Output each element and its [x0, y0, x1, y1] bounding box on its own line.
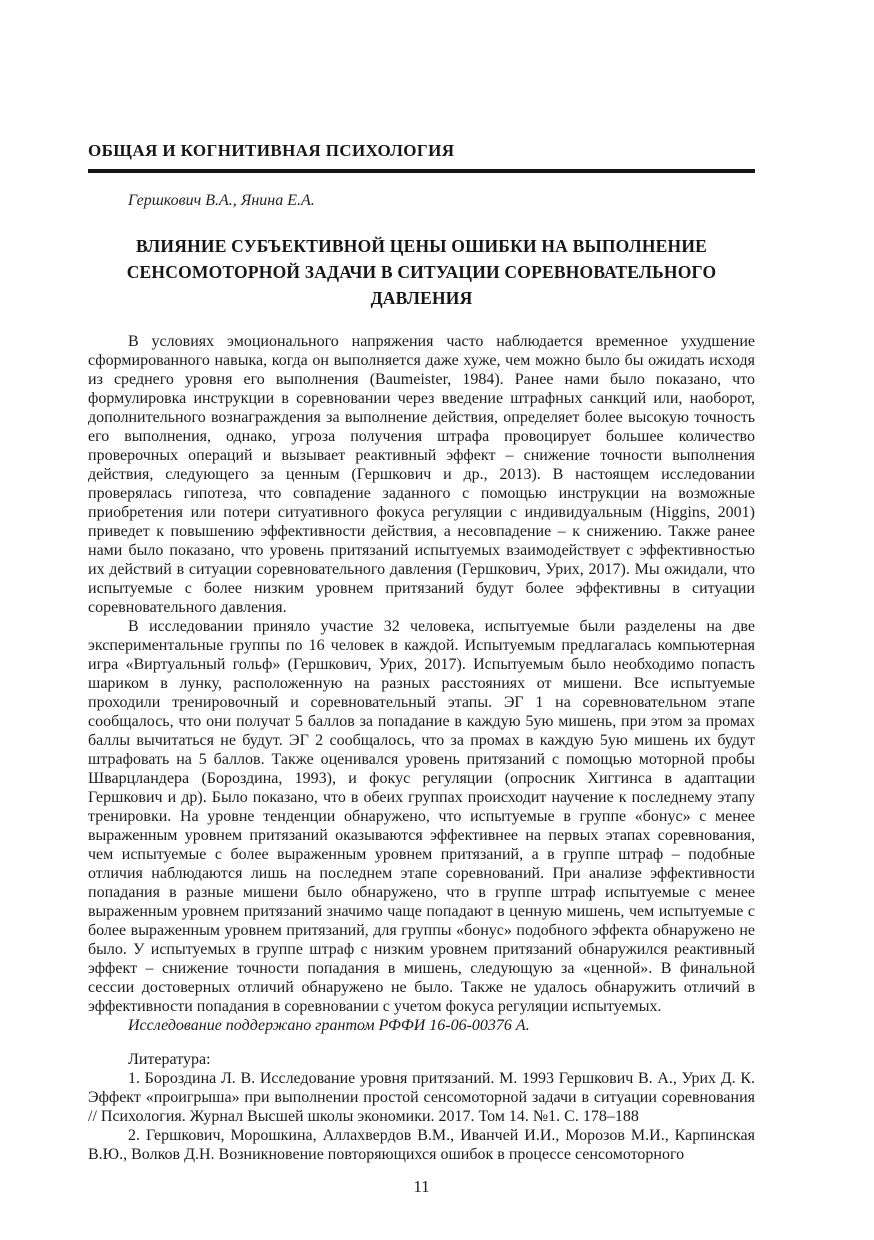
abstract-body	[88, 332, 755, 1035]
abstract-paragraph-1: В условиях эмоционального напряжения часто наблюдается временное ухудшение сформированного навыка, когда он выполняется даже хуже, чем можно было бы ожидать исходя из среднего уровня его выполнения (Baumeister, 1984). Ранее нами было показано, что формулировка инструкции в соревновании через введение штрафных санкций или, наоборот, дополнительного вознаграждения за выполнение действия, определяет более высокую точность его выполнения, однако, угроза получения штрафа провоцирует большее количество проверочных операций и вызывает реактивный эффект – снижение точности выполнения действия, следующего за ценным (Гершкович и др., 2013). В настоящем исследовании проверялась гипотеза, что совпадение заданного с помощью инструкции на возможные приобретения или потери ситуативного фокуса регуляции с индивидуальным (Higgins, 2001) приведет к повышению эффективности действия, а несовпадение – к снижению. Также ранее нами было показано, что уровень притязаний испытуемых взаимодействует с эффективностью их действий в ситуации соревновательного давления (Гершкович, Урих, 2017). Мы ожидали, что испытуемые с более низким уровнем притязаний будут более эффективны в ситуации соревновательного давления.	[88, 333, 755, 616]
literature-section	[88, 1050, 755, 1164]
article-title: ВЛИЯНИЕ СУБЪЕКТИВНОЙ ЦЕНЫ ОШИБКИ НА ВЫПОЛНЕНИЕ СЕНСОМОТОРНОЙ ЗАДАЧИ В СИТУАЦИИ СОРЕВНОВАТЕЛЬНОГО ДАВЛЕНИЯ	[126, 236, 717, 308]
authors-line: Гершкович В.А., Янина Е.А.	[128, 192, 315, 209]
grant-note: Исследование поддержано грантом РФФИ 16-06-00376 А.	[128, 1017, 530, 1034]
header-rule	[88, 169, 755, 173]
abstract-paragraph-2: В исследовании приняло участие 32 человека, испытуемые были разделены на две экспериментальные группы по 16 человек в каждой. Испытуемым предлагалась компьютерная игра «Виртуальный гольф» (Гершкович, Урих, 2017). Испытуемым было необходимо попасть шариком в лунку, расположенную на разных расстояниях от мишени. Все испытуемые проходили тренировочный и соревновательный этапы. ЭГ 1 на соревновательном этапе сообщалось, что они получат 5 баллов за попадание в каждую 5ую мишень, при этом за промах баллы вычитаться не будут. ЭГ 2 сообщалось, что за промах в каждую 5ую мишень их будут штрафовать на 5 баллов. Также оценивался уровень притязаний с помощью моторной пробы Шварцландера (Бороздина, 1993), и фокус регуляции (опросник Хиггинса в адаптации Гершкович и др). Было показано, что в обеих группах происходит научение к последнему этапу тренировки. На уровне тенденции обнаружено, что испытуемые в группе «бонус» с менее выраженным уровнем притязаний оказываются эффективнее на первых этапах соревнования, чем испытуемые с более выраженным уровнем притязаний, а в группе штраф – подобные отличия наблюдаются лишь на последнем этапе соревнований. При анализе эффективности попадания в разные мишени было обнаружено, что в группе штраф испытуемые с менее выраженным уровнем притязаний значимо чаще попадают в ценную мишень, чем испытуемые с более выраженным уровнем притязаний, для группы «бонус» подобного эффекта обнаружено не было. У испытуемых в группе штраф с низким уровнем притязаний обнаружился реактивный эффект – снижение точности попадания в мишень, следующую за «ценной». В финальной сессии достоверных отличий обнаружено не было. Также не удалось обнаружить отличий в эффективности попадания в соревновании с учетом фокуса регуляции испытуемых.	[88, 618, 755, 1015]
page-number: 11	[413, 1177, 430, 1196]
literature-heading: Литература:	[128, 1051, 211, 1068]
literature-item-1: 1. Бороздина Л. В. Исследование уровня притязаний. М. 1993 Гершкович В. А., Урих Д. К. Эффект «проигрыша» при выполнении простой сенсомоторной задачи в ситуации соревнования // Психология. Журнал Высшей школы экономики. 2017. Том 14. №1. С. 178–188	[88, 1070, 755, 1125]
literature-item-2: 2. Гершкович, Морошкина, Аллахвердов В.М., Иванчей И.И., Морозов М.И., Карпинская В.Ю., Волков Д.Н. Возникновение повторяющихся ошибок в процессе сенсомоторного	[88, 1127, 755, 1163]
section-header: ОБЩАЯ И КОГНИТИВНАЯ ПСИХОЛОГИЯ	[88, 141, 455, 160]
